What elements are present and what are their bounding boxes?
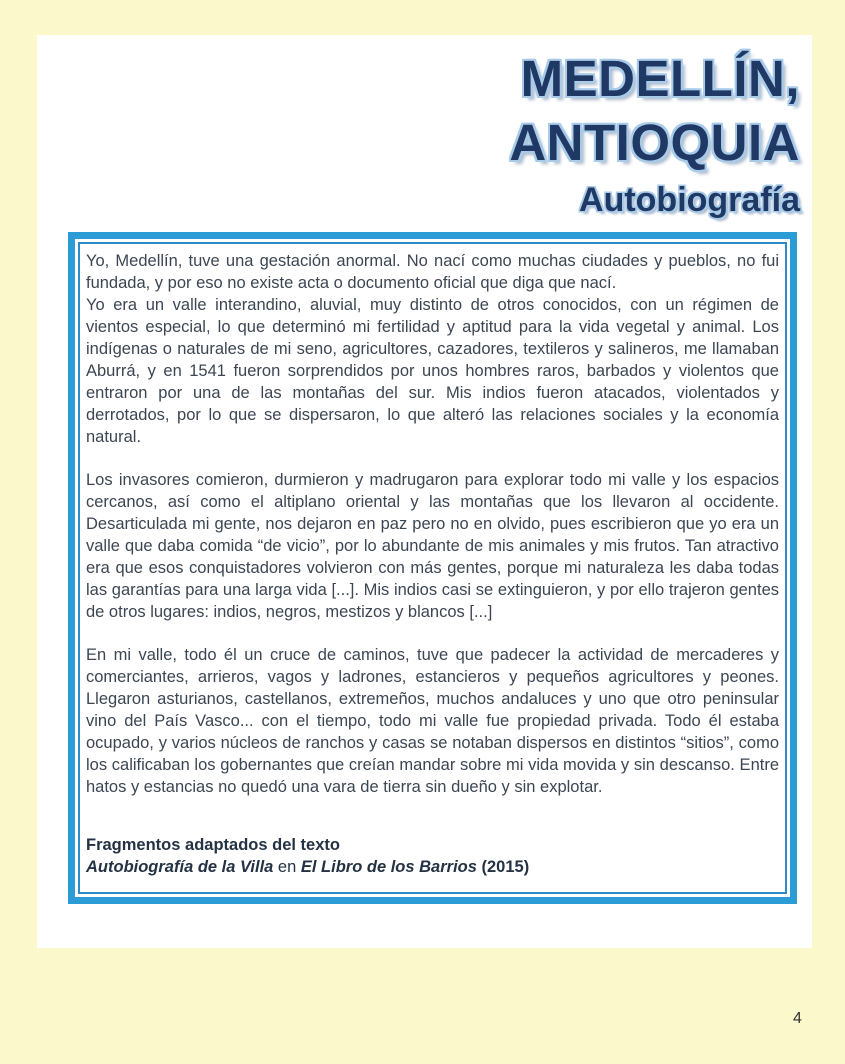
source-credit-reference xyxy=(86,856,779,878)
page-title-line-1: MEDELLÍN, xyxy=(520,50,800,107)
passage-paragraph-1: Yo, Medellín, tuve una gestación anormal. No nací como muchas ciudades y pueblos, no fui fundada, y por eso no existe acta o documento oficial que diga que nací. xyxy=(86,252,779,292)
page-subtitle: Autobiografía xyxy=(579,181,800,219)
source-work-title: Autobiografía de la Villa xyxy=(86,858,274,876)
reading-passage-inner-frame xyxy=(78,242,787,894)
source-credit-intro: Fragmentos adaptados del texto xyxy=(86,836,340,854)
page-title-line-2: ANTIOQUIA xyxy=(509,114,800,171)
source-book-title: El Libro de los Barrios xyxy=(300,858,477,876)
title-block xyxy=(509,47,800,225)
document-page xyxy=(37,35,812,948)
passage-paragraph-2: Yo era un valle interandino, aluvial, muy distinto de otros conocidos, con un régimen de vientos especial, lo que determinó mi fertilidad y aptitud para la vida vegetal y animal. Los indígenas o naturales de mi seno, agricultores, cazadores, textileros y salineros, me llamaban Aburrá, y en 1541 fueron sorprendidos por unos hombres raros, barbados y violentos que entraron por una de las montañas del sur. Mis indios fueron atacados, violentados y derrotados, por lo que se dispersaron, lo que alteró las relaciones sociales y la economía natural. xyxy=(86,296,779,446)
source-connector: en xyxy=(273,858,301,876)
reading-passage-box xyxy=(68,232,797,904)
page-number: 4 xyxy=(793,1010,802,1027)
passage-paragraph-4: En mi valle, todo él un cruce de caminos, tuve que padecer la actividad de mercaderes y comerciantes, arrieros, vagos y ladrones, estancieros y pequeños agricultores y peones. Llegaron asturianos, castellanos, extremeños, muchos andaluces y uno que otro peninsular vino del País Vasco... con el tiempo, todo mi valle fue propiedad privada. Todo él estaba ocupado, y varios núcleos de ranchos y casas se notaban dispersos en distintos “sitios”, como los calificaban los gobernantes que creían mandar sobre mi vida movida y sin descanso. Entre hatos y estancias no quedó una vara de tierra sin dueño y sin explotar. xyxy=(86,646,779,796)
passage-paragraph-3: Los invasores comieron, durmieron y madrugaron para explorar todo mi valle y los espacios cercanos, así como el altiplano oriental y las montañas que los llevaron al occidente. Desarticulada mi gente, nos dejaron en paz pero no en olvido, pues escribieron que yo era un valle que daba comida “de vicio”, por lo abundante de mis animales y mis frutos. Tan atractivo era que esos conquistadores volvieron con más gentes, porque mi naturaleza les daba todas las garantías para una larga vida [...]. Mis indios casi se extinguieron, y por ello trajeron gentes de otros lugares: indios, negros, mestizos y blancos [...] xyxy=(86,471,779,621)
source-year: (2015) xyxy=(476,858,530,876)
source-credit xyxy=(86,834,779,878)
